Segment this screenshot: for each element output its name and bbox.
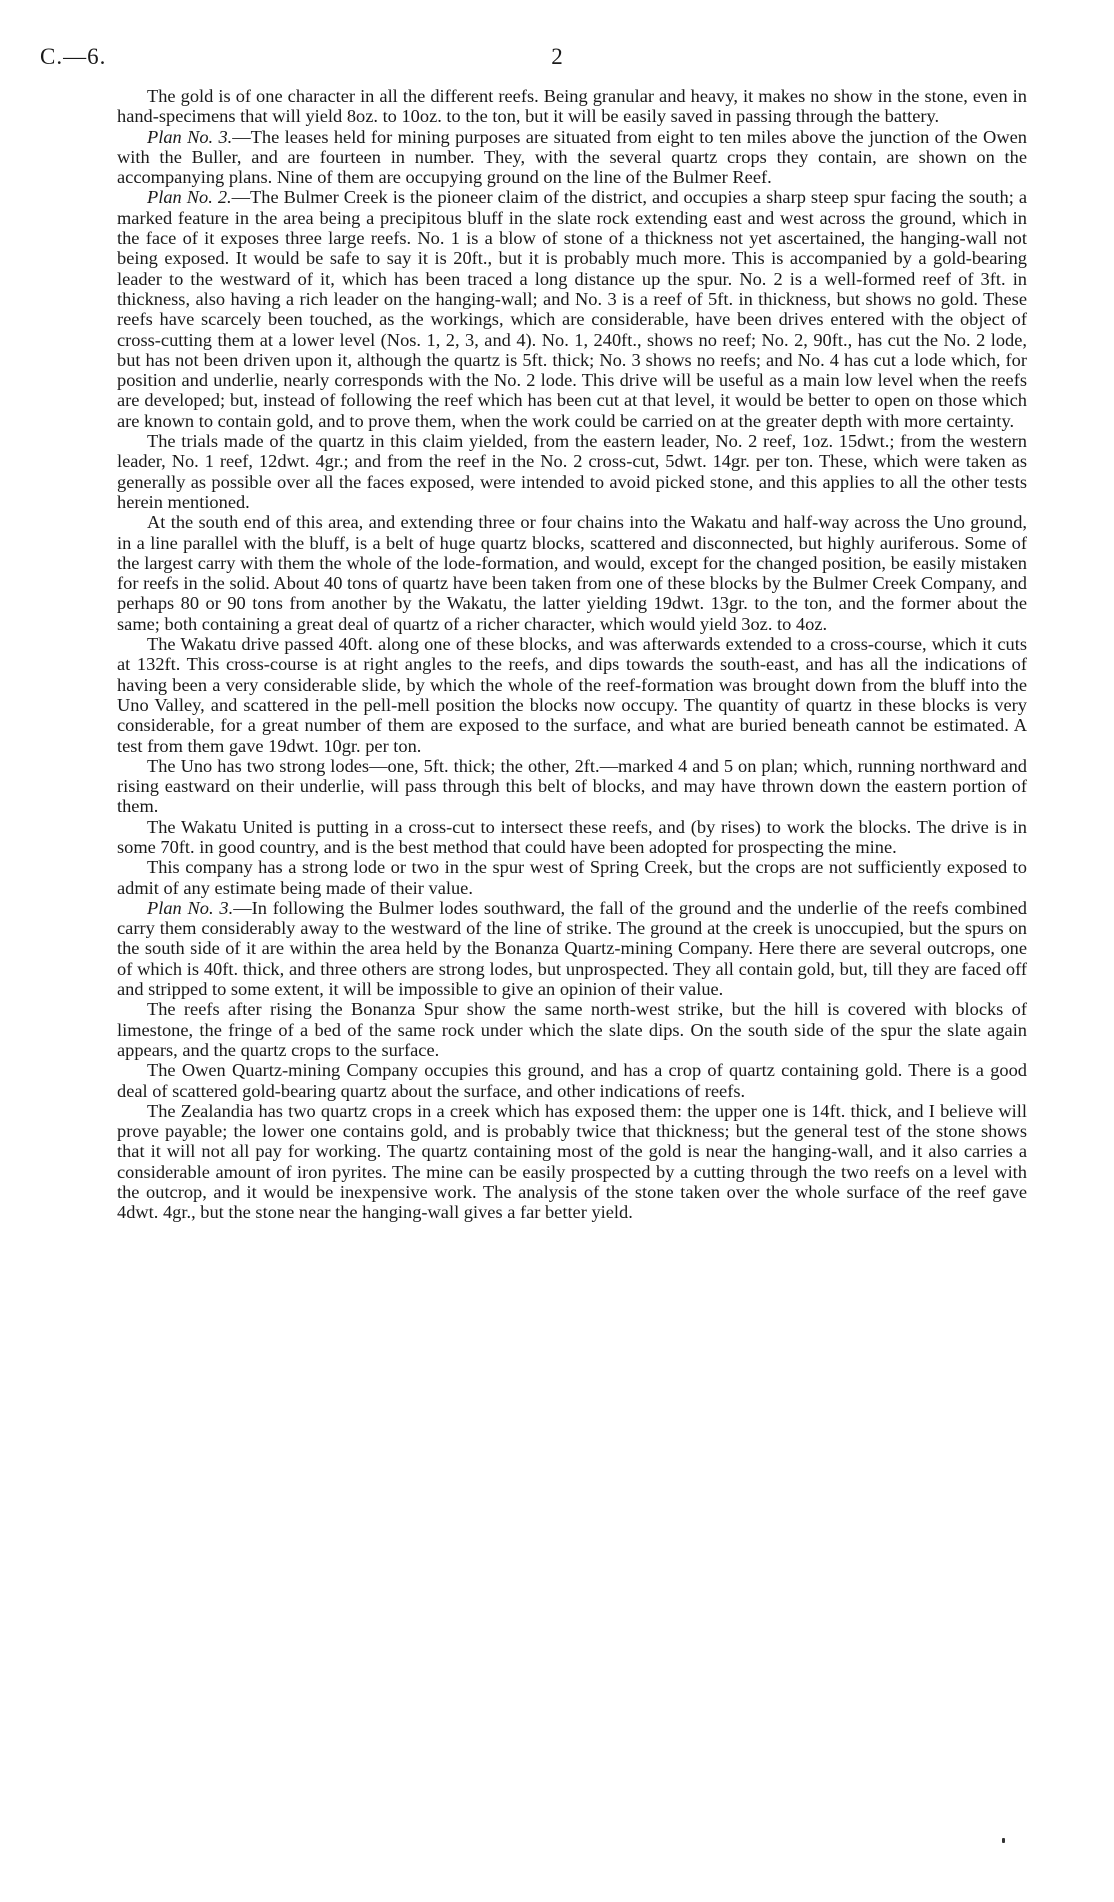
paragraph [117, 1060, 1027, 1101]
paragraph-text: —The Bulmer Creek is the pioneer claim of the district, and occupies a sharp steep spur facing the south; a marked feature in the area being a precipitous bluff in the slate rock extending east and west across the ground, which in the face of it exposes three large reefs. No. 1 is a blow of stone of a thickness not yet ascertained, the hanging-wall not being exposed. It would be safe to say it is 20ft., but it is probably much more. This is accompanied by a gold-bearing leader to the westward of it, which has been traced a long distance up the spur. No. 2 is a well-formed reef of 3ft. in thickness, also having a rich leader on the hanging-wall; and No. 3 is a reef of 5ft. in thickness, but shows no gold. These reefs have scarcely been touched, as the workings, which are considerable, have been drives entered with the object of cross-cutting them at a lower level (Nos. 1, 2, 3, and 4). No. 1, 240ft., shows no reef; No. 2, 90ft., has cut the No. 2 lode, but has not been driven upon it, although the quartz is 5ft. thick; No. 3 shows no reefs; and No. 4 has cut a lode which, for position and underlie, nearly corresponds with the No. 2 lode. This drive will be useful as a main low level when the reefs are developed; but, instead of following the reef which has been cut at that level, it would be better to open on those which are known to contain gold, and to prove them, when the work could be carried on at the greater depth with more certainty. [117, 187, 1027, 431]
paragraph [117, 634, 1027, 756]
paragraph [117, 857, 1027, 898]
paragraph [117, 898, 1027, 999]
paragraph [117, 127, 1027, 188]
page-speck [1002, 1838, 1005, 1843]
paragraph [117, 512, 1027, 634]
paragraph [117, 431, 1027, 512]
paragraph-text: The Uno has two strong lodes—one, 5ft. thick; the other, 2ft.—marked 4 and 5 on plan; which, running northward and rising eastward on their underlie, will pass through this belt of blocks, and may have thrown down the eastern portion of them. [117, 755, 1027, 817]
page-number: 2 [551, 44, 563, 69]
paragraph [117, 817, 1027, 858]
paragraph [117, 999, 1027, 1060]
page-header [40, 44, 1074, 74]
plan-label: Plan No. 2. [147, 187, 232, 208]
body-text [117, 86, 1027, 1223]
paragraph-text: The Owen Quartz-mining Company occupies this ground, and has a crop of quartz containing gold. There is a good deal of scattered gold-bearing quartz about the surface, and other indications of reefs. [117, 1060, 1027, 1101]
paragraph-text: The Zealandia has two quartz crops in a creek which has exposed them: the upper one is 14ft. thick, and I believe will prove payable; the lower one contains gold, and is probably twice that thickness; but the general test of the stone shows that it will not all pay for working. The quartz containing most of the gold is near the hanging-wall, and it also carries a considerable amount of iron pyrites. The mine can be easily prospected by a cutting through the two reefs on a level with the outcrop, and it would be inexpensive work. The analysis of the stone taken over the whole surface of the reef gave 4dwt. 4gr., but the stone near the hanging-wall gives a far better yield. [117, 1100, 1027, 1223]
paragraph-text: —The leases held for mining purposes are situated from eight to ten miles above the junction of the Owen with the Buller, and are fourteen in number. They, with the several quartz crops they contain, are shown on the accompanying plans. Nine of them are occupying ground on the line of the Bulmer Reef. [117, 126, 1027, 188]
paragraph-text: The trials made of the quartz in this claim yielded, from the eastern leader, No. 2 reef, 1oz. 15dwt.; from the western leader, No. 1 reef, 12dwt. 4gr.; and from the reef in the No. 2 cross-cut, 5dwt. 14gr. per ton. These, which were taken as generally as possible over all the faces exposed, were intended to avoid picked stone, and this applies to all the other tests herein mentioned. [117, 431, 1027, 512]
paragraph-text: The Wakatu drive passed 40ft. along one of these blocks, and was afterwards extended to a cross-course, which it cuts at 132ft. This cross-course is at right angles to the reefs, and dips towards the south-east, and has all the indications of having been a very considerable slide, by which the whole of the reef-formation was brought down from the bluff into the Uno Valley, and scattered in the pell-mell position the blocks now occupy. The quantity of quartz in these blocks is very considerable, for a great number of them are exposed to the surface, and what are buried beneath cannot be estimated. A test from them gave 19dwt. 10gr. per ton. [117, 634, 1027, 756]
paragraph [117, 756, 1027, 817]
plan-label: Plan No. 3. [147, 897, 234, 918]
paragraph-text: At the south end of this area, and extending three or four chains into the Wakatu and half-way across the Uno ground, in a line parallel with the bluff, is a belt of huge quartz blocks, scattered and disconnected, but highly auriferous. Some of the largest carry with them the whole of the lode-formation, and would, except for the changed position, be easily mistaken for reefs in the solid. About 40 tons of quartz have been taken from one of these blocks by the Bulmer Creek Company, and perhaps 80 or 90 tons from another by the Wakatu, the latter yielding 19dwt. 13gr. to the ton, and the former about the same; both containing a great deal of quartz of a richer character, which would yield 3oz. to 4oz. [117, 512, 1027, 634]
paragraph-text: —In following the Bulmer lodes southward, the fall of the ground and the underlie of the reefs combined carry them considerably away to the westward of the line of strike. The ground at the creek is unoccupied, but the spurs on the south side of it are within the area held by the Bonanza Quartz-mining Company. Here there are several outcrops, one of which is 40ft. thick, and three others are strong lodes, but unprospected. They all contain gold, but, till they are faced off and stripped to some extent, it will be impossible to give an opinion of their value. [117, 897, 1027, 1000]
paragraph [117, 187, 1027, 431]
paragraph [117, 1101, 1027, 1223]
paragraph-text: This company has a strong lode or two in the spur west of Spring Creek, but the crops are not sufficiently exposed to admit of any estimate being made of their value. [117, 857, 1027, 898]
document-reference: C.—6. [40, 44, 107, 69]
paragraph-text: The gold is of one character in all the different reefs. Being granular and heavy, it makes no show in the stone, even in hand-specimens that will yield 8oz. to 10oz. to the ton, but it will be easily saved in passing through the battery. [117, 86, 1027, 127]
plan-label: Plan No. 3. [147, 126, 233, 147]
paragraph-text: The Wakatu United is putting in a cross-cut to intersect these reefs, and (by rises) to work the blocks. The drive is in some 70ft. in good country, and is the best method that could have been adopted for prospecting the mine. [117, 816, 1027, 857]
paragraph-text: The reefs after rising the Bonanza Spur show the same north-west strike, but the hill is covered with blocks of limestone, the fringe of a bed of the same rock under which the slate dips. On the south side of the spur the slate again appears, and the quartz crops to the surface. [117, 999, 1027, 1060]
paragraph [117, 86, 1027, 127]
